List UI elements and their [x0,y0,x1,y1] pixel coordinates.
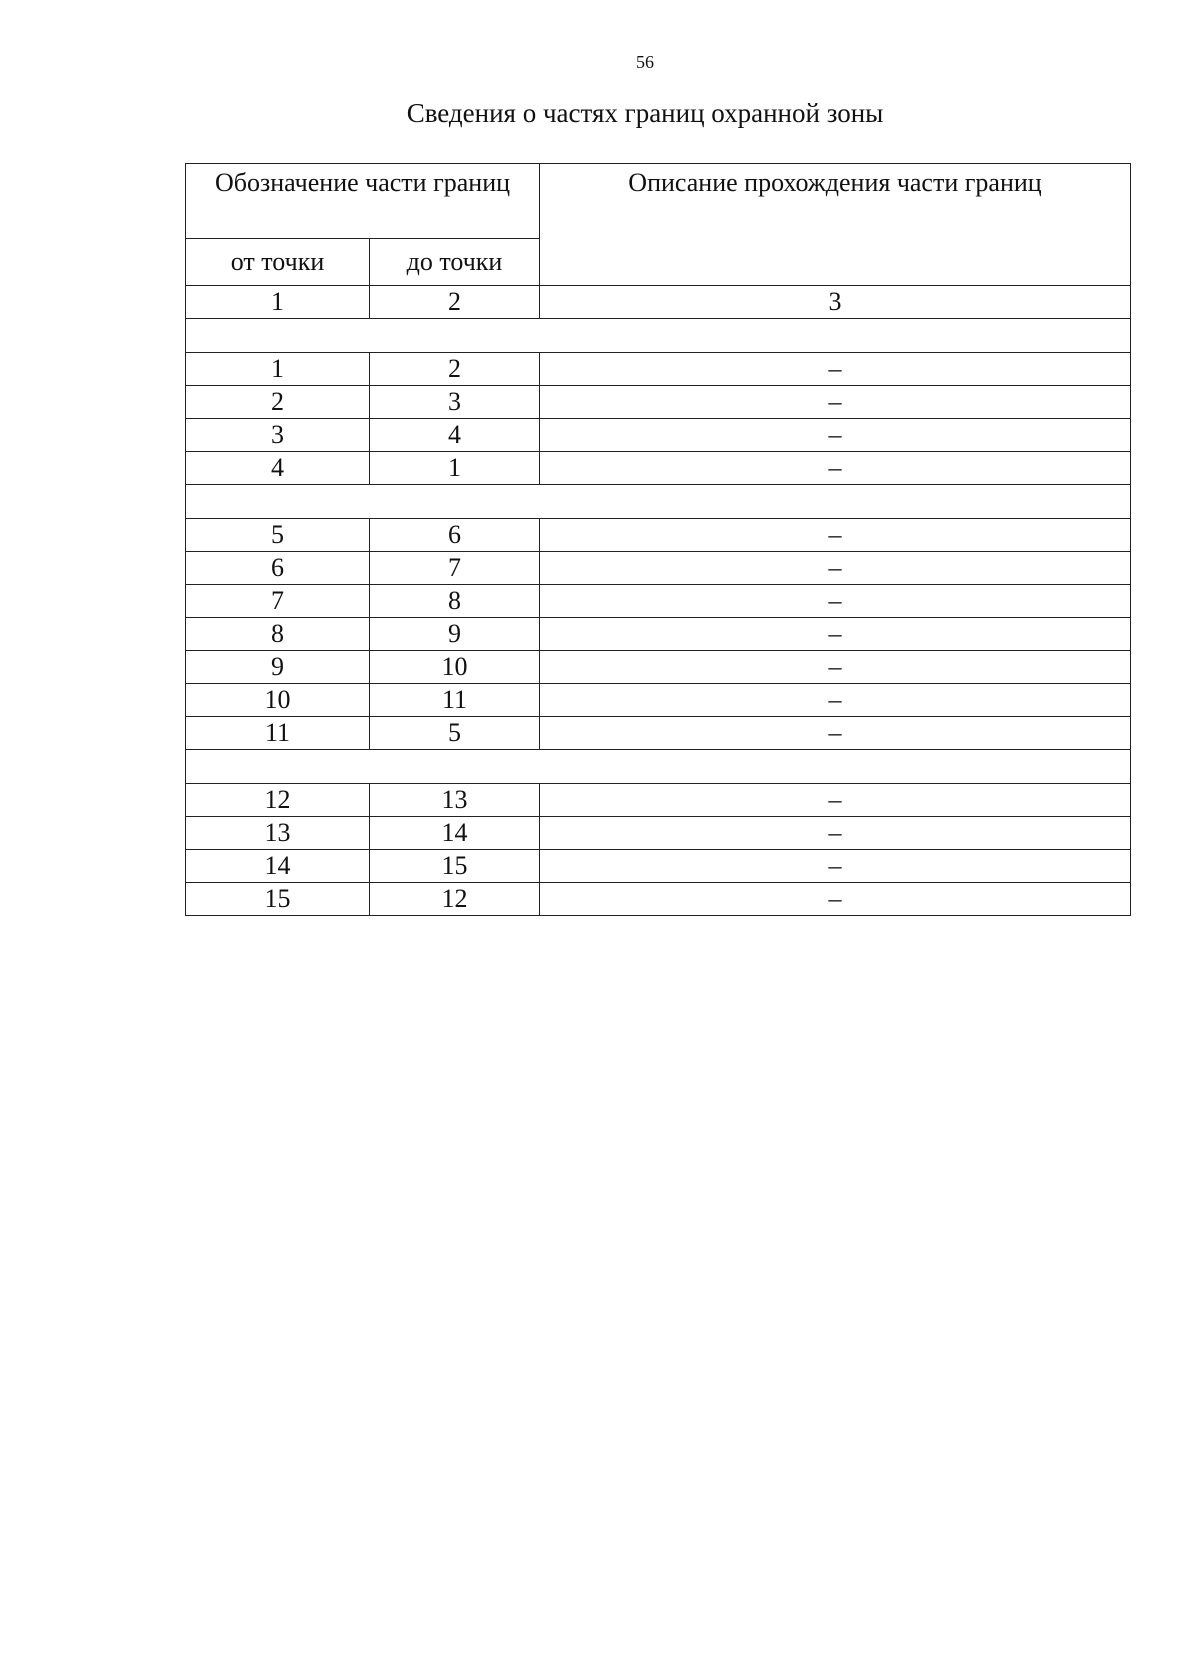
table-row [186,353,1131,386]
table-row [186,817,1131,850]
description-cell: – [540,717,1131,750]
table-row [186,419,1131,452]
from-point-cell: 2 [186,386,370,419]
description-cell: – [540,386,1131,419]
from-point-cell: 12 [186,784,370,817]
description-cell: – [540,684,1131,717]
column-number: 3 [540,286,1131,319]
to-point-cell: 10 [370,651,540,684]
column-number: 1 [186,286,370,319]
description-cell: – [540,419,1131,452]
header-designation: Обозначение части границ [186,164,540,239]
header-from-point: от точки [186,239,370,286]
description-cell: – [540,353,1131,386]
description-cell: – [540,784,1131,817]
section-separator-row [186,750,1131,784]
header-to-point: до точки [370,239,540,286]
description-cell: – [540,519,1131,552]
from-point-cell: 4 [186,452,370,485]
description-cell: – [540,651,1131,684]
description-cell: – [540,552,1131,585]
table-row [186,519,1131,552]
header-description: Описание прохождения части границ [540,164,1131,286]
to-point-cell: 1 [370,452,540,485]
table-row [186,585,1131,618]
page-number: 56 [636,52,654,72]
table-row [186,552,1131,585]
column-number-row [186,286,1131,319]
table-row [186,452,1131,485]
to-point-cell: 14 [370,817,540,850]
to-point-cell: 13 [370,784,540,817]
to-point-cell: 7 [370,552,540,585]
to-point-cell: 6 [370,519,540,552]
boundary-parts-table [185,163,1131,916]
table-row [186,684,1131,717]
from-point-cell: 7 [186,585,370,618]
from-point-cell: 3 [186,419,370,452]
table-row [186,651,1131,684]
from-point-cell: 11 [186,717,370,750]
to-point-cell: 4 [370,419,540,452]
description-cell: – [540,618,1131,651]
description-cell: – [540,817,1131,850]
section-separator-row [186,319,1131,353]
page-title: Сведения о частях границ охранной зоны [406,98,884,128]
to-point-cell: 5 [370,717,540,750]
description-cell: – [540,585,1131,618]
from-point-cell: 8 [186,618,370,651]
section-separator-cell [186,485,1131,519]
to-point-cell: 15 [370,850,540,883]
table-row [186,883,1131,916]
from-point-cell: 13 [186,817,370,850]
table-row [186,784,1131,817]
to-point-cell: 9 [370,618,540,651]
table-row [186,717,1131,750]
to-point-cell: 3 [370,386,540,419]
table-row [186,618,1131,651]
from-point-cell: 14 [186,850,370,883]
description-cell: – [540,850,1131,883]
table-row [186,386,1131,419]
description-cell: – [540,883,1131,916]
from-point-cell: 15 [186,883,370,916]
to-point-cell: 11 [370,684,540,717]
section-separator-row [186,485,1131,519]
from-point-cell: 9 [186,651,370,684]
to-point-cell: 12 [370,883,540,916]
description-cell: – [540,452,1131,485]
from-point-cell: 10 [186,684,370,717]
to-point-cell: 2 [370,353,540,386]
to-point-cell: 8 [370,585,540,618]
from-point-cell: 5 [186,519,370,552]
section-separator-cell [186,750,1131,784]
table-row [186,850,1131,883]
from-point-cell: 6 [186,552,370,585]
column-number: 2 [370,286,540,319]
section-separator-cell [186,319,1131,353]
from-point-cell: 1 [186,353,370,386]
